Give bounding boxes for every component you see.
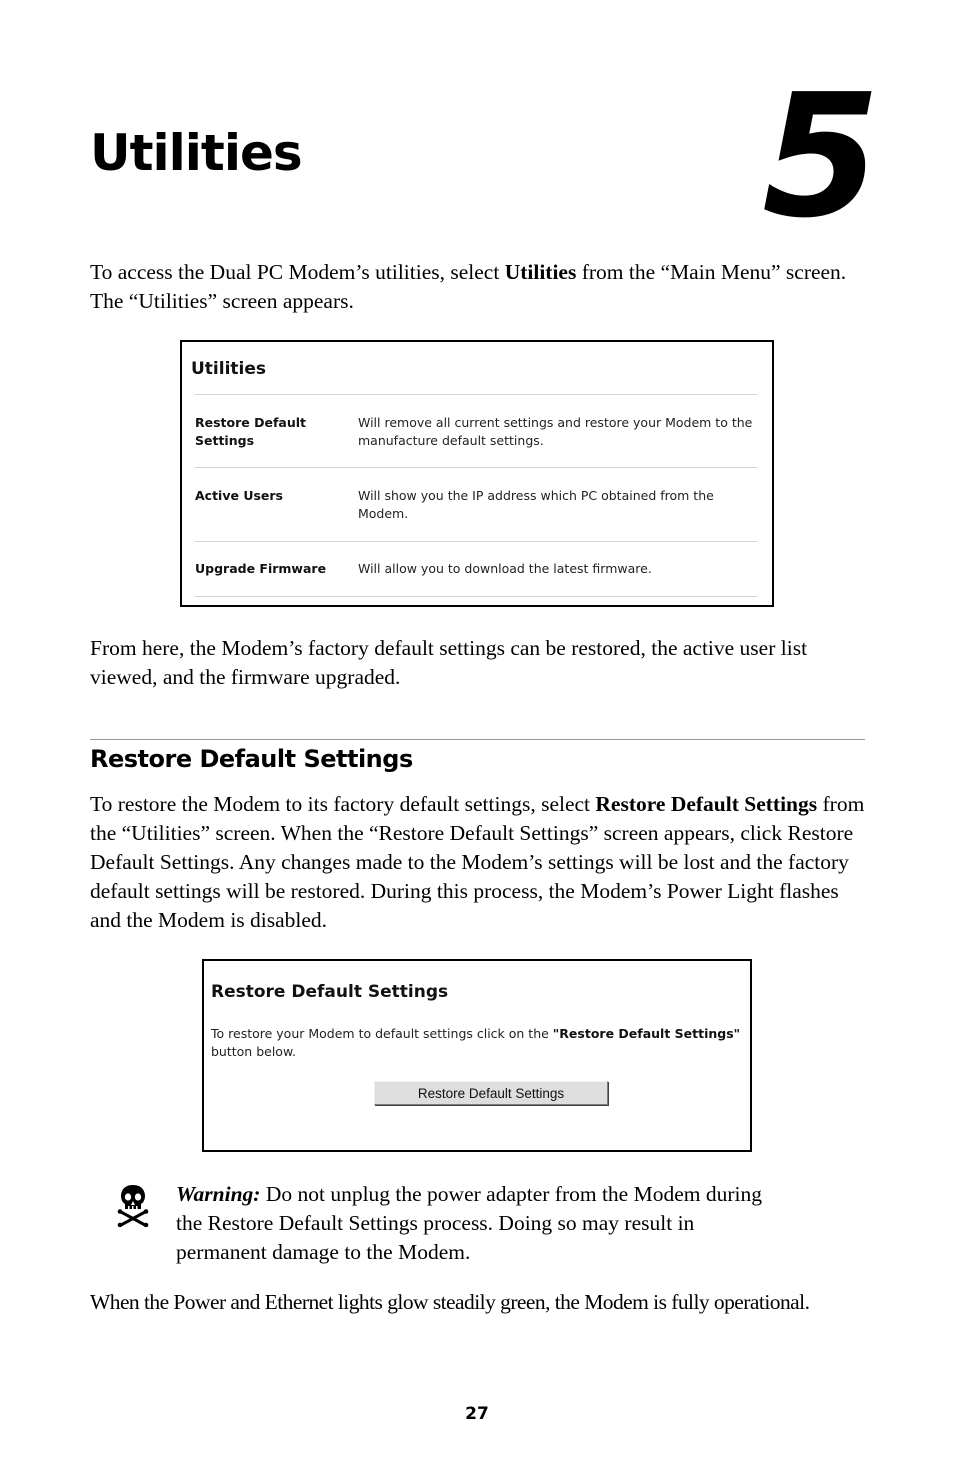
restore-text-end: button below. — [211, 1044, 296, 1059]
intro-paragraph — [90, 258, 865, 316]
utility-name-upgrade-firmware[interactable]: Upgrade Firmware — [195, 561, 327, 576]
warning-text: Do not unplug the power adapter from the Modem during the Restore Default Settings process. Doing so may result in permanent damage to the Modem. — [176, 1182, 762, 1264]
skull-crossbones-icon — [116, 1183, 150, 1227]
restore-default-settings-button[interactable]: Restore Default Settings — [374, 1081, 608, 1105]
intro-text-bold: Utilities — [504, 260, 577, 284]
restore-text-bold: "Restore Default Settings" — [552, 1026, 741, 1041]
utility-desc-restore: Will remove all current settings and restore your Modem to the manufacture default settings. — [358, 415, 753, 448]
section-text-end: from the “Utilities” screen. When the “Restore Default Settings” screen appears, click Restore Default Settings. Any changes made to the Modem’s settings will be lost and the factory default settings will be restored. During this process, the Modem’s Power Light flashes and the Modem is disabled. — [90, 792, 865, 932]
final-paragraph: When the Power and Ethernet lights glow steadily green, the Modem is fully operational. — [90, 1290, 810, 1314]
divider — [195, 541, 757, 542]
utility-name-restore[interactable]: Restore Default Settings — [195, 415, 306, 448]
utilities-screen-title: Utilities — [191, 359, 267, 379]
restore-text-start: To restore your Modem to default settings click on the — [211, 1026, 553, 1041]
divider — [195, 596, 757, 597]
after-screen-paragraph: From here, the Modem’s factory default settings can be restored, the active user list viewed, and the firmware upgraded. — [90, 636, 808, 689]
warning-paragraph — [176, 1180, 776, 1267]
intro-text-end: from the “Main Menu” screen. The “Utilities” screen appears. — [90, 260, 847, 313]
warning-label: Warning: — [176, 1182, 261, 1206]
utility-name-active-users[interactable]: Active Users — [195, 488, 283, 503]
divider — [195, 394, 757, 395]
restore-screen-title: Restore Default Settings — [211, 982, 449, 1002]
chapter-title: Utilities — [90, 124, 302, 182]
chapter-number: 5 — [762, 58, 877, 256]
utility-desc-active-users: Will show you the IP address which PC obtained from the Modem. — [358, 488, 714, 521]
utilities-screenshot — [180, 340, 774, 607]
restore-settings-screenshot — [202, 959, 752, 1152]
section-paragraph — [90, 790, 865, 935]
divider — [195, 467, 757, 468]
intro-text-start: To access the Dual PC Modem’s utilities, select — [90, 260, 505, 284]
section-text-start: To restore the Modem to its factory default settings, select — [90, 792, 596, 816]
restore-screen-instructions — [211, 1025, 746, 1061]
section-heading: Restore Default Settings — [90, 745, 413, 773]
page-number: 27 — [465, 1404, 489, 1424]
section-text-bold: Restore Default Settings — [595, 792, 818, 816]
utility-desc-upgrade-firmware: Will allow you to download the latest firmware. — [358, 561, 652, 576]
section-divider — [90, 739, 865, 740]
